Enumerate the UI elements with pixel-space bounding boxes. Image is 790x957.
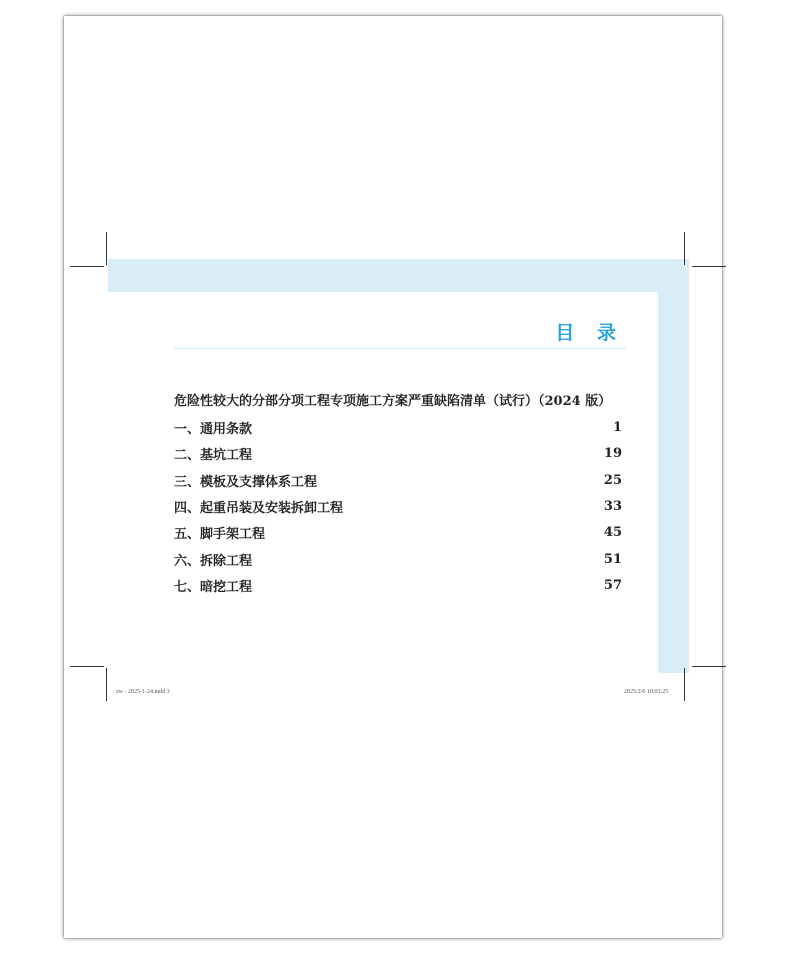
toc-entry-label: 一、通用条款 (174, 421, 253, 437)
crop-mark (692, 266, 726, 267)
toc-entry[interactable] (174, 522, 622, 542)
toc-entry-page: 51 (603, 551, 622, 567)
crop-mark (106, 668, 107, 701)
toc-entry[interactable] (174, 575, 622, 595)
toc-entry[interactable] (174, 549, 622, 569)
toc-entry[interactable] (174, 443, 622, 463)
toc-heading: 目 录 (555, 322, 624, 344)
decorative-band-top (108, 259, 689, 292)
print-slug-file: zw - 2025-1-24.indd 3 (116, 689, 170, 695)
decorative-band-right (658, 259, 689, 673)
crop-mark (70, 266, 104, 267)
toc-entry-label: 五、脚手架工程 (174, 526, 266, 542)
toc-entry-label: 二、基坑工程 (174, 447, 253, 463)
toc-entry-page: 19 (603, 445, 622, 461)
toc-entry[interactable] (174, 496, 622, 516)
toc-entry-label: 六、拆除工程 (174, 553, 253, 569)
crop-mark (70, 666, 104, 667)
print-slug-timestamp: 2025/2/6 10:03:25 (624, 689, 669, 695)
crop-mark (692, 666, 726, 667)
document-title: 危险性较大的分部分项工程专项施工方案严重缺陷清单（试行）（2024 版） (174, 394, 612, 409)
toc-entry[interactable] (174, 470, 622, 490)
toc-entry-page: 25 (603, 472, 622, 488)
crop-mark (684, 232, 685, 265)
heading-divider (174, 348, 626, 349)
crop-mark (684, 668, 685, 701)
toc-entry-label: 四、起重吊装及安装拆卸工程 (174, 500, 344, 516)
crop-mark (106, 232, 107, 265)
toc-entry[interactable] (174, 417, 622, 437)
toc-entry-label: 三、模板及支撑体系工程 (174, 474, 318, 490)
toc-entry-label: 七、暗挖工程 (174, 579, 253, 595)
toc-entry-page: 45 (603, 524, 622, 540)
toc-entry-page: 1 (612, 419, 622, 435)
toc-entry-page: 33 (603, 498, 622, 514)
toc-entry-page: 57 (603, 577, 622, 593)
